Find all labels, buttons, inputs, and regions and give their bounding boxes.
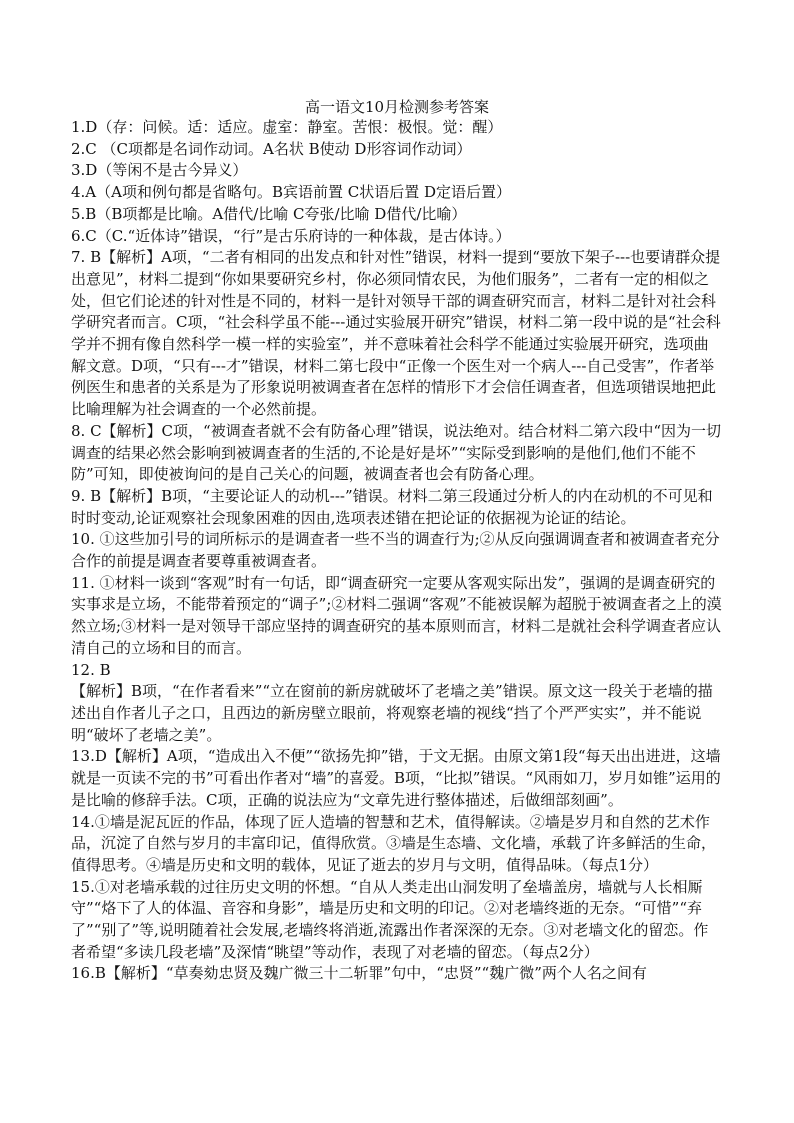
- answer-item-4: 4.A（A项和例句都是省略句。B宾语前置 C状语后置 D定语后置）: [71, 183, 512, 202]
- answer-item-7: 7. B【解析】A项，“二者有相同的出发点和针对性”错误，材料一提到“要放下架子---也要请群众提出意见”，材料二提到“你如果要研究乡村，你必须同情农民，为他们服务”，二者有一定的相似之处，但它们论述的针对性是不同的，材料一是针对领导干部的调查研究而言，材料二是针对社会科学研究者而言。C项，“社会科学虽不能---通过实验展开研究”错误，材料二第一段中说的是“社会科学并不拥有像自然科学一模一样的实验室”，并不意味着社会科学不能通过实验展开研究，选项曲解文意。D项，“只有---才”错误，材料二第七段中“正像一个医生对一个病人---自己受害”，作者举例医生和患者的关系是为了形象说明被调查者在怎样的情形下才会信任调查者，但选项错误地把此比喻理解为社会调查的一个必然前提。: [71, 248, 721, 419]
- answer-item-1: 1.D（存：问候。适：适应。虚室：静室。苦恨：极恨。觉：醒）: [71, 118, 503, 136]
- answer-item-9: 9. B【解析】B项，“主要论证人的动机---”错误。材料二第三段通过分析人的内在动机的不可见和时时变动,论证观察社会现象困难的因由,选项表述错在把论证的依据视为论证的结论。: [71, 486, 713, 527]
- answer-item-14: 14.①墙是泥瓦匠的作品，体现了匠人造墙的智慧和艺术，值得解读。②墙是岁月和自然的艺术作品，沉淀了自然与岁月的丰富印记，值得欣赏。③墙是生态墙、文化墙，承载了许多鲜活的生命，值得思考。④墙是历史和文明的载体，见证了逝去的岁月与文明，值得品味。（每点1分）: [71, 812, 717, 874]
- answer-item-11: 11. ①材料一谈到“客观”时有一句话，即“调查研究一定要从客观实际出发”，强调的是调查研究的实事求是立场，不能带着预定的“调子”;②材料二强调“客观”不能被误解为超脱于被调查者之上的漠然立场;③材料一是对领导干部应坚持的调查研究的基本原则而言，材料二是就社会科学调查者应认清自己的立场和目的而言。: [71, 573, 722, 657]
- answer-item-3: 3.D（等闲不是古今异义）: [71, 161, 248, 180]
- answer-item-13: 13.D【解析】A项，“造成出入不便”“欲扬先抑”错，于文无据。由原文第1段“每天出出进进，这墙就是一页读不完的书”可看出作者对“墙”的喜爱。B项，“比拟”错误。“风雨如刀，岁月如锥”运用的是比喻的修辞手法。C项，正确的说法应为“文章先进行整体描述，后做细部刻画”。: [71, 747, 721, 809]
- answer-item-6: 6.C（C.“近体诗”错误，“行”是古乐府诗的一种体裁，是古体诗。）: [71, 226, 511, 245]
- answer-list: [71, 117, 723, 985]
- answer-item-5: 5.B（B项都是比喻。A借代/比喻 C夸张/比喻 D借代/比喻）: [71, 204, 467, 223]
- answer-item-10: 10. ①这些加引号的词所标示的是调查者一些不当的调查行为;②从反向强调调查者和被调查者充分合作的前提是调查者要尊重被调查者。: [71, 530, 720, 571]
- answer-item-8: 8. C【解析】C项，“被调查者就不会有防备心理”错误，说法绝对。结合材料二第六段中“因为一切调查的结果必然会影响到被调查者的生活的,不论是好是坏”“实际受到影响的是他们,他们不能不防”可知，即使被询问的是自己关心的问题，被调查者也会有防备心理。: [71, 421, 722, 484]
- page-title: 高一语文10月检测参考答案: [304, 98, 490, 116]
- answer-item-2: 2.C （C项都是名词作动词。A名状 B使动 D形容词作动词）: [71, 139, 472, 158]
- answer-item-15: 15.①对老墙承载的过往历史文明的怀想。“自从人类走出山洞发明了垒墙盖房，墙就与人长相厮守”“烙下了人的体温、音容和身影”，墙是历史和文明的印记。②对老墙终逝的无奈。“可惜”“弃了”“别了”等,说明随着社会发展,老墙终将消逝,流露出作者深深的无奈。③对老墙文化的留恋。作者希望“多读几段老墙”及深情“眺望”等动作，表现了对老墙的留恋。（每点2分）: [71, 877, 709, 961]
- answer-item-12-analysis: 【解析】B项，“在作者看来”“立在窗前的新房就破坏了老墙之美”错误。原文这一段关于老墙的描述出自作者儿子之口，且西边的新房壁立眼前，将观察老墙的视线“挡了个严严实实”，并不能说明“破坏了老墙之美”。: [71, 682, 713, 744]
- answer-item-12: 12. B: [71, 660, 111, 679]
- answer-item-16: 16.B【解析】“草奏劾忠贤及魏广微三十二斩罪”句中，“忠贤”“魏广微”两个人名之间有: [71, 964, 647, 983]
